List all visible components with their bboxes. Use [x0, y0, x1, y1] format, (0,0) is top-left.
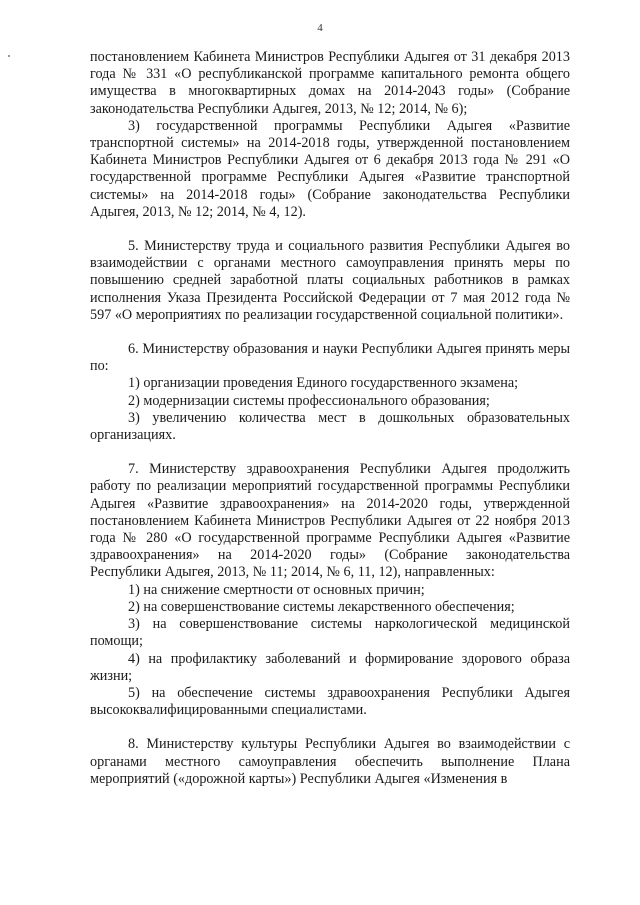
list-item-preschool: 3) увеличению количества мест в дошкольных образовательных организациях.: [90, 409, 570, 444]
paragraph-7-health-ministry: 7. Министерству здравоохранения Республики Адыгея продолжить работу по реализации мероприятий государственной программы Республики Адыгея «Развитие здравоохранения» на 2014-2020 годы, утвержденной постановлением Кабинета Министров Республики Адыгея от 22 ноября 2013 года № 280 «О государственной программе Республики Адыгея «Развитие здравоохранения» на 2014-2020 годы» (Собрание законодательства Республики Адыгея, 2013, № 11; 2014, № 6, 11, 12), направленных:: [90, 461, 570, 581]
scan-artifact: [8, 55, 10, 57]
paragraph-8-culture-ministry: 8. Министерству культуры Республики Адыгея во взаимодействии с органами местного самоуправления обеспечить выполнение Плана мероприятий («дорожной карты») Республики Адыгея «Изменения в: [90, 736, 570, 787]
list-item-vocational: 2) модернизации системы профессионального образования;: [128, 392, 490, 409]
list-item-specialists: 5) на обеспечение системы здравоохранения Республики Адыгея высококвалифицированными специалистами.: [90, 684, 570, 719]
document-body: [90, 49, 570, 788]
list-item-narcology: 3) на совершенствование системы наркологической медицинской помощи;: [90, 616, 570, 650]
page-number: 4: [317, 22, 323, 34]
list-item-exam: 1) организации проведения Единого государственного экзамена;: [128, 375, 519, 392]
list-item-medicines: 2) на совершенствование системы лекарственного обеспечения;: [128, 598, 515, 615]
paragraph-6-education-ministry: 6. Министерству образования и науки Республики Адыгея принять меры по:: [90, 341, 570, 375]
list-item-transport-program: 3) государственной программы Республики Адыгея «Развитие транспортной системы» на 2014-2018 годы, утвержденной постановлением Кабинета Министров Республики Адыгея от 6 декабря 2013 года № 291 «О государственной программе Республики Адыгея «Развитие транспортной системы» на 2014-2018 годы» (Собрание законодательства Республики Адыгея, 2013, № 12; 2014, № 4, 12).: [90, 117, 570, 220]
list-item-mortality: 1) на снижение смертности от основных причин;: [128, 581, 425, 598]
list-item-prevention: 4) на профилактику заболеваний и формирование здорового образа жизни;: [90, 650, 570, 684]
paragraph-5-labor-ministry: 5. Министерству труда и социального развития Республики Адыгея во взаимодействии с органами местного самоуправления принять меры по повышению средней заработной платы социальных работников в рамках исполнения Указа Президента Российской Федерации от 7 мая 2012 года № 597 «О мероприятиях по реализации государственной социальной политики».: [90, 238, 570, 323]
paragraph-continuation: постановлением Кабинета Министров Республики Адыгея от 31 декабря 2013 года № 331 «О республиканской программе капитального ремонта общего имущества в многоквартирных домах на 2014-2043 годы» (Собрание законодательства Республики Адыгея, 2013, № 12; 2014, № 6);: [90, 49, 570, 117]
